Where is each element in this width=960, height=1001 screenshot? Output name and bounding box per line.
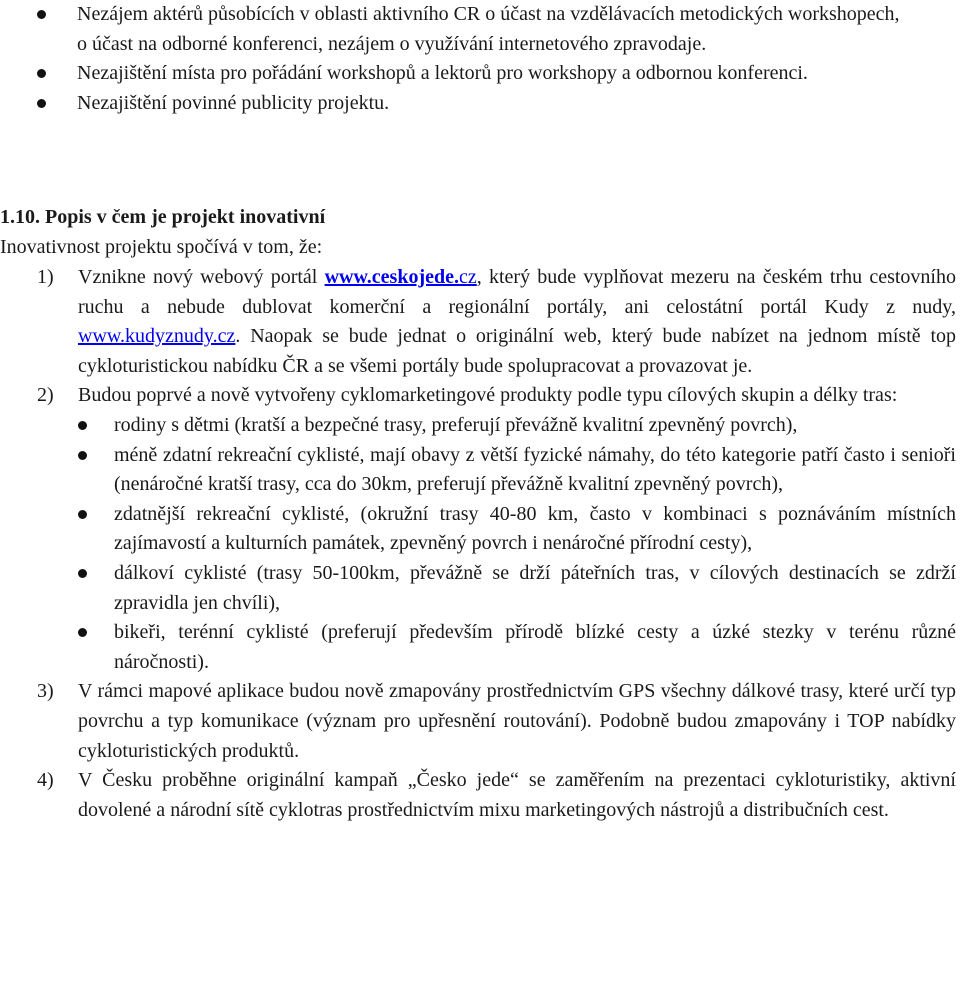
bullet-icon [37,10,46,19]
innovation-list [0,263,956,825]
section-heading: 1.10. Popis v čem je projekt inovativní [0,206,326,228]
list-item-text: dálkoví cyklisté (trasy 50-100km, převážně se drží páteřních tras, v cílových destinacích se zdrží zpravidla jen chvíli), [114,561,956,614]
bullet-icon [37,69,46,78]
risk-bullet-list [0,0,960,118]
item-number: 2) [37,384,54,407]
list-item [78,441,956,500]
list-item [0,89,960,119]
target-group-list [78,411,956,677]
list-item [78,500,956,559]
numbered-item-4 [0,766,956,825]
bullet-icon [78,421,87,430]
list-item-text: rodiny s dětmi (kratší a bezpečné trasy, preferují převážně kvalitní zpevněný povrch), [114,413,798,436]
numbered-item-3 [0,677,956,766]
item-number: 1) [37,266,54,288]
item-number: 4) [37,769,54,792]
list-item-text: zdatnější rekreační cyklisté, (okružní trasy 40-80 km, často v kombinaci s poznáváním místních zajímavostí a kulturních památek, zpevněný povrch i nenáročné přírodní cesty), [114,502,956,555]
item-text: Vznikne nový webový portál [78,266,325,288]
list-item-text: bikeři, terénní cyklisté (preferují především přírodě blízké cesty a úzké stezky v terénu různé náročnosti). [114,621,956,673]
item-text: . Naopak se bude jednat o originální web, který bude nabízet na jednom místě top cykloturistickou nabídku ČR a se všemi portály bude spolupracovat a provazovat je. [78,325,956,377]
list-item [78,559,956,618]
numbered-item-2 [0,381,956,677]
link-text-end: cz [459,266,477,288]
item-text: , který bude vyplňovat mezeru na českém trhu cestovního ruchu a nebude dublovat komerční a regionální portály, ani celostátní portál Kudy z nudy, [78,266,956,318]
bullet-icon [78,510,87,519]
item-text: Budou poprvé a nově vytvořeny cyklomarketingové produkty podle typu cílových skupin a délky tras: [78,384,898,407]
kudyznudy-link[interactable]: www.kudyznudy.cz [78,325,236,348]
item-text: V rámci mapové aplikace budou nově zmapovány prostřednictvím GPS všechny dálkové trasy, které určí typ povrchu a typ komunikace (význam pro upřesnění routování). Podobně budou zmapovány i TOP nabídky cykloturistických produktů. [78,680,956,762]
list-item [78,411,956,441]
bullet-icon [78,451,87,460]
ceskojede-link[interactable] [325,266,477,288]
list-item-text: Nezajištění místa pro pořádání workshopů a lektorů pro workshopy a odbornou konferenci. [77,62,808,85]
list-item-text: Nezajištění povinné publicity projektu. [77,91,390,114]
item-number: 3) [37,680,54,703]
list-item [0,0,960,59]
list-item [78,618,956,677]
link-text-bold: www.ceskojede. [324,266,460,288]
bullet-icon [78,569,87,578]
section-intro: Inovativnost projektu spočívá v tom, že: [0,236,323,258]
list-item-text: méně zdatní rekreační cyklisté, mají obavy z větší fyzické námahy, do této kategorie patří často i senioři (nenáročné kratší trasy, cca do 30km, preferují převážně kvalitní zpevněný povrch), [114,443,956,496]
numbered-item-1 [0,263,956,381]
list-item [0,59,960,89]
list-item-text: Nezájem aktérů působících v oblasti aktivního CR o účast na vzdělávacích metodických workshopech, o účast na odborné konferenci, nezájem o využívání internetového zpravodaje. [77,3,900,55]
bullet-icon [37,99,46,108]
item-text: V Česku proběhne originální kampaň „Česko jede“ se zaměřením na prezentaci cykloturistiky, aktivní dovolené a národní sítě cyklotras prostřednictvím mixu marketingových nástrojů a distribučních cest. [78,769,956,821]
bullet-icon [78,628,87,637]
